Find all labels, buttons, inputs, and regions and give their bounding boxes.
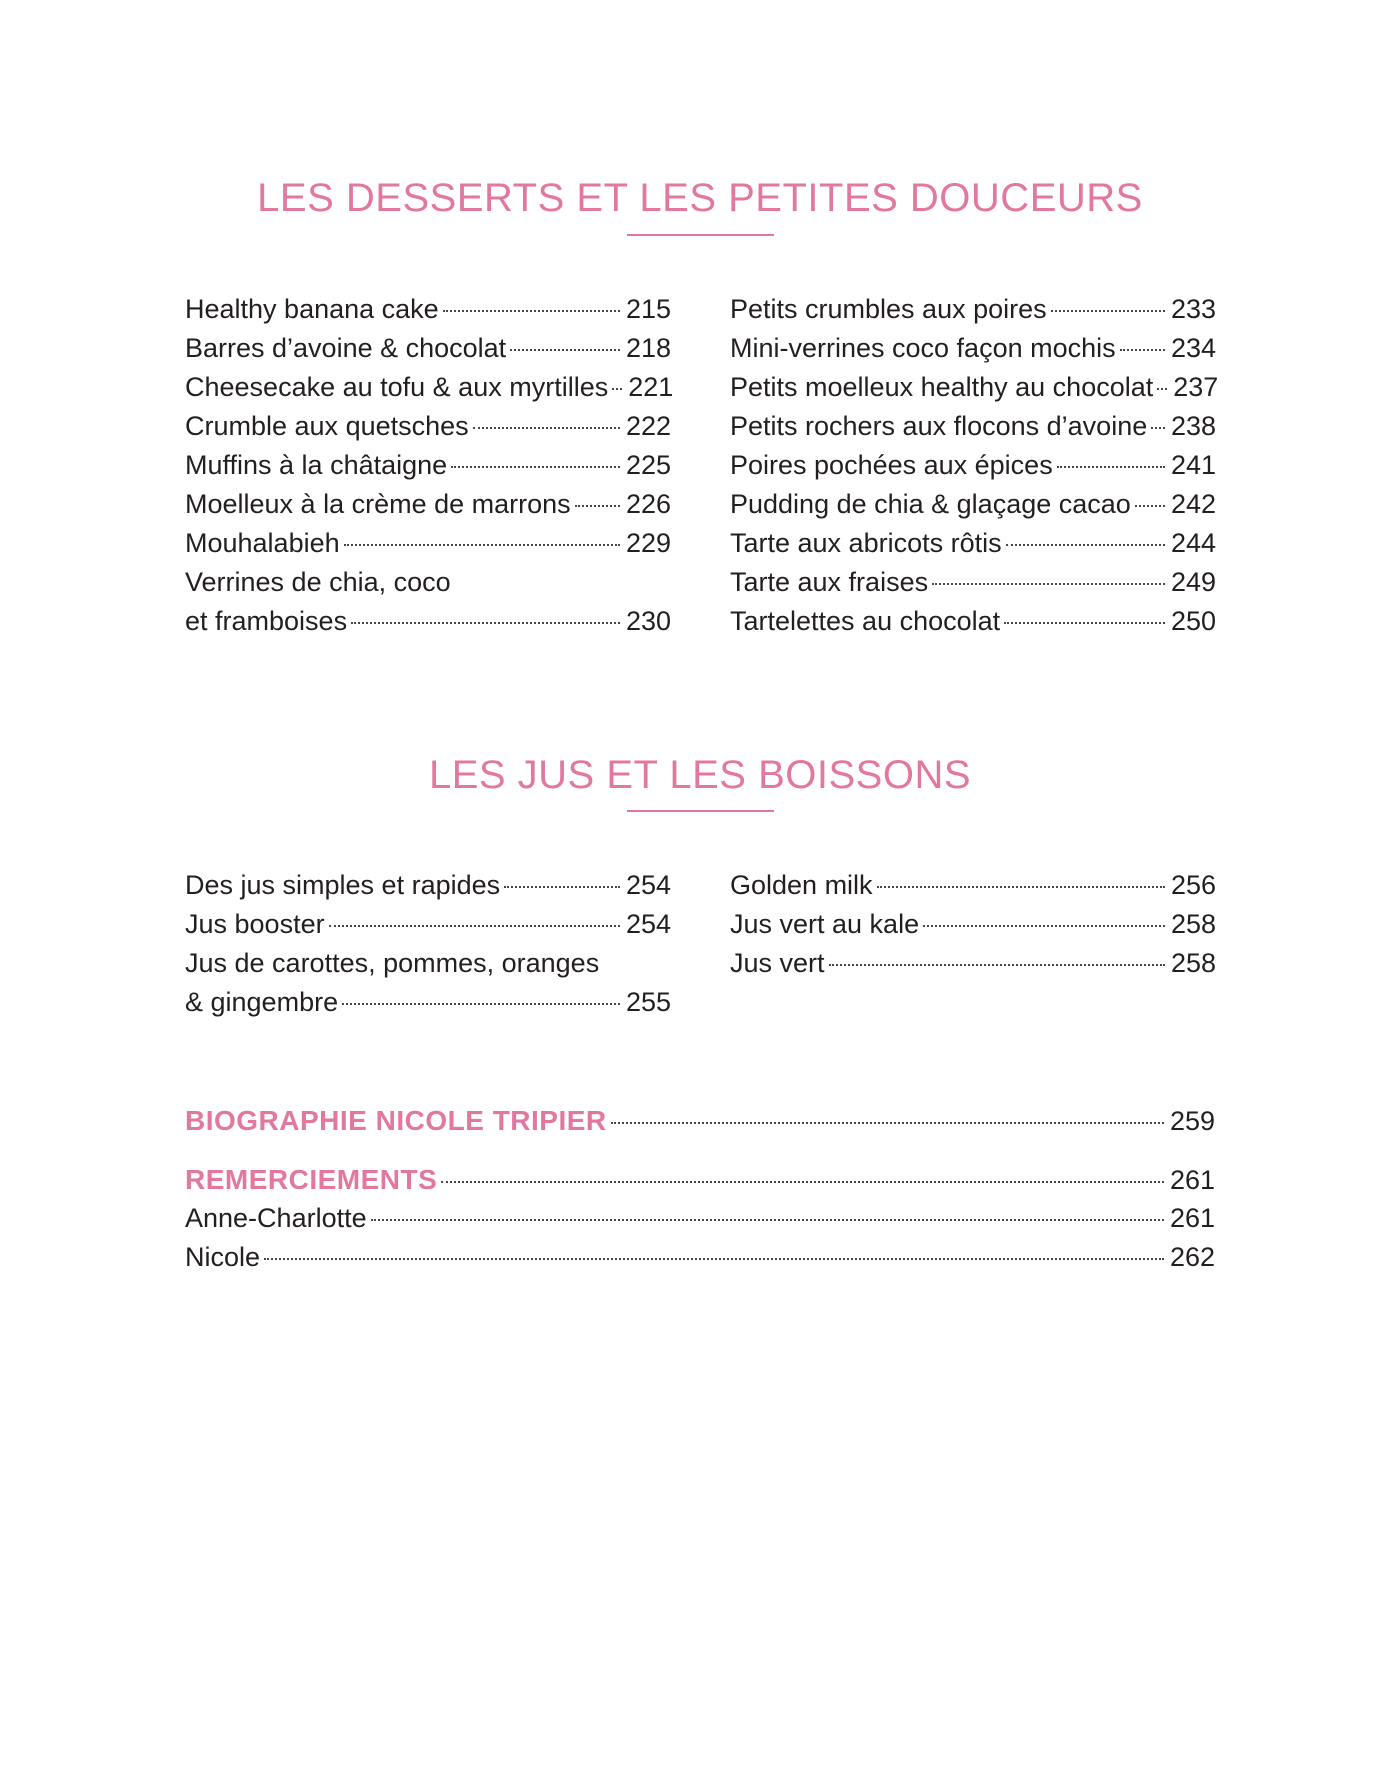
toc-entry-page: 262 — [1169, 1242, 1215, 1272]
toc-entry-page: 215 — [625, 294, 671, 324]
desserts-left-column — [185, 290, 674, 641]
drinks-right-column — [730, 866, 1216, 983]
toc-entry-label: Poires pochées aux épices — [730, 450, 1053, 480]
dot-leader — [371, 1219, 1164, 1221]
dot-leader — [1120, 349, 1165, 351]
dot-leader — [877, 886, 1165, 888]
dot-leader — [612, 388, 622, 390]
toc-entry-label: Petits crumbles aux poires — [730, 294, 1047, 324]
toc-entry-label: Petits moelleux healthy au chocolat — [730, 372, 1154, 402]
toc-entry-page: 242 — [1170, 489, 1216, 519]
toc-entry-label-line1: Jus de carottes, pommes, oranges — [185, 948, 600, 978]
toc-entry-page: 241 — [1170, 450, 1216, 480]
dot-leader — [575, 505, 620, 507]
dot-leader — [344, 544, 620, 546]
toc-entry-page: 233 — [1170, 294, 1216, 324]
toc-entry[interactable] — [730, 602, 1216, 641]
dot-leader — [329, 925, 620, 927]
dot-leader — [932, 583, 1165, 585]
toc-entry-label: Jus vert au kale — [730, 909, 920, 939]
toc-entry-page: 225 — [625, 450, 671, 480]
toc-entry[interactable] — [185, 290, 671, 329]
dot-leader — [923, 925, 1165, 927]
toc-entry[interactable] — [185, 866, 671, 905]
toc-entry[interactable] — [185, 368, 674, 407]
desserts-title-rule — [627, 234, 774, 236]
toc-entry-page: 254 — [625, 909, 671, 939]
toc-entry-label: Des jus simples et rapides — [185, 870, 501, 900]
biography-entry[interactable] — [185, 1101, 1215, 1140]
toc-entry[interactable] — [185, 329, 671, 368]
toc-entry-label-line1: Verrines de chia, coco — [185, 567, 451, 597]
toc-entry-page: 259 — [1169, 1106, 1215, 1136]
dot-leader — [1057, 466, 1165, 468]
toc-entry-page: 256 — [1170, 870, 1216, 900]
thanks-entry[interactable] — [185, 1160, 1215, 1199]
toc-entry-page: 222 — [625, 411, 671, 441]
toc-entry-label: Petits rochers aux flocons d’avoine — [730, 411, 1148, 441]
toc-entry-label: Tartelettes au chocolat — [730, 606, 1001, 636]
toc-entry-page: 221 — [628, 372, 674, 402]
toc-entry[interactable] — [730, 524, 1216, 563]
toc-entry[interactable] — [730, 407, 1216, 446]
toc-entry-label: Jus vert — [730, 948, 825, 978]
dot-leader — [1157, 388, 1167, 390]
toc-entry-label: Anne-Charlotte — [185, 1203, 367, 1233]
toc-entry[interactable] — [730, 944, 1216, 983]
toc-entry-page: 261 — [1169, 1203, 1215, 1233]
dot-leader — [1135, 505, 1165, 507]
toc-entry-page: 258 — [1170, 909, 1216, 939]
toc-entry[interactable] — [730, 485, 1216, 524]
drinks-left-column — [185, 866, 671, 1022]
toc-entry-page: 258 — [1170, 948, 1216, 978]
toc-entry[interactable] — [730, 905, 1216, 944]
thanks-heading: REMERCIEMENTS — [185, 1164, 438, 1195]
toc-entry-page: 238 — [1170, 411, 1216, 441]
dot-leader — [829, 964, 1165, 966]
toc-entry[interactable] — [730, 866, 1216, 905]
toc-entry-page: 244 — [1170, 528, 1216, 558]
toc-entry[interactable] — [730, 446, 1216, 485]
toc-entry-label: Crumble aux quetsches — [185, 411, 469, 441]
toc-entry-page: 218 — [625, 333, 671, 363]
toc-entry-label: Nicole — [185, 1242, 261, 1272]
toc-entry-page: 249 — [1170, 567, 1216, 597]
toc-entry[interactable] — [185, 524, 671, 563]
dot-leader — [1006, 544, 1165, 546]
dot-leader — [451, 466, 620, 468]
toc-entry-label: Mouhalabieh — [185, 528, 340, 558]
drinks-section-title: LES JUS ET LES BOISSONS — [428, 753, 972, 797]
toc-entry-label: Tarte aux abricots rôtis — [730, 528, 1002, 558]
toc-entry-wrapped[interactable] — [185, 563, 671, 641]
toc-entry-label: Pudding de chia & glaçage cacao — [730, 489, 1131, 519]
toc-entry-page: 237 — [1173, 372, 1219, 402]
toc-entry-label-line2: & gingembre — [185, 987, 339, 1017]
desserts-section-title: LES DESSERTS ET LES PETITES DOUCEURS — [257, 176, 1143, 220]
toc-entry[interactable] — [185, 1199, 1215, 1238]
toc-entry-label: Moelleux à la crème de marrons — [185, 489, 571, 519]
toc-entry-label: Jus booster — [185, 909, 325, 939]
toc-entry[interactable] — [185, 485, 671, 524]
dot-leader — [264, 1258, 1164, 1260]
biography-entry-wrapper — [185, 1101, 1215, 1140]
toc-entry-label: Mini-verrines coco façon mochis — [730, 333, 1116, 363]
dot-leader — [473, 427, 620, 429]
toc-entry-page: 254 — [625, 870, 671, 900]
toc-entry[interactable] — [185, 905, 671, 944]
desserts-right-column — [730, 290, 1219, 641]
toc-entry[interactable] — [185, 407, 671, 446]
toc-entry-wrapped[interactable] — [185, 944, 671, 1022]
dot-leader — [1151, 427, 1165, 429]
dot-leader — [351, 622, 620, 624]
toc-entry-page: 261 — [1169, 1165, 1215, 1195]
dot-leader — [504, 886, 620, 888]
dot-leader — [510, 349, 620, 351]
toc-entry[interactable] — [730, 329, 1216, 368]
dot-leader — [1004, 622, 1165, 624]
toc-entry[interactable] — [730, 368, 1219, 407]
toc-entry-page: 229 — [625, 528, 671, 558]
dot-leader — [441, 1181, 1164, 1183]
thanks-block — [185, 1160, 1215, 1277]
toc-entry-page: 255 — [625, 987, 671, 1017]
toc-entry[interactable] — [185, 1238, 1215, 1277]
toc-entry-page: 230 — [625, 606, 671, 636]
dot-leader — [443, 310, 620, 312]
toc-entry-label: Tarte aux fraises — [730, 567, 929, 597]
toc-entry-label: Barres d’avoine & chocolat — [185, 333, 507, 363]
toc-entry-label: Healthy banana cake — [185, 294, 439, 324]
toc-entry-page: 250 — [1170, 606, 1216, 636]
toc-entry[interactable] — [185, 446, 671, 485]
toc-entry-label: Muffins à la châtaigne — [185, 450, 448, 480]
dot-leader — [342, 1003, 620, 1005]
toc-entry[interactable] — [730, 290, 1216, 329]
toc-entry[interactable] — [730, 563, 1216, 602]
biography-heading: BIOGRAPHIE NICOLE TRIPIER — [185, 1105, 607, 1136]
toc-entry-label-line2: et framboises — [185, 606, 348, 636]
drinks-title-rule — [627, 810, 774, 812]
toc-entry-page: 226 — [625, 489, 671, 519]
dot-leader — [1051, 310, 1165, 312]
toc-entry-label: Golden milk — [730, 870, 873, 900]
toc-entry-label: Cheesecake au tofu & aux myrtilles — [185, 372, 609, 402]
toc-entry-page: 234 — [1170, 333, 1216, 363]
dot-leader — [611, 1122, 1164, 1124]
